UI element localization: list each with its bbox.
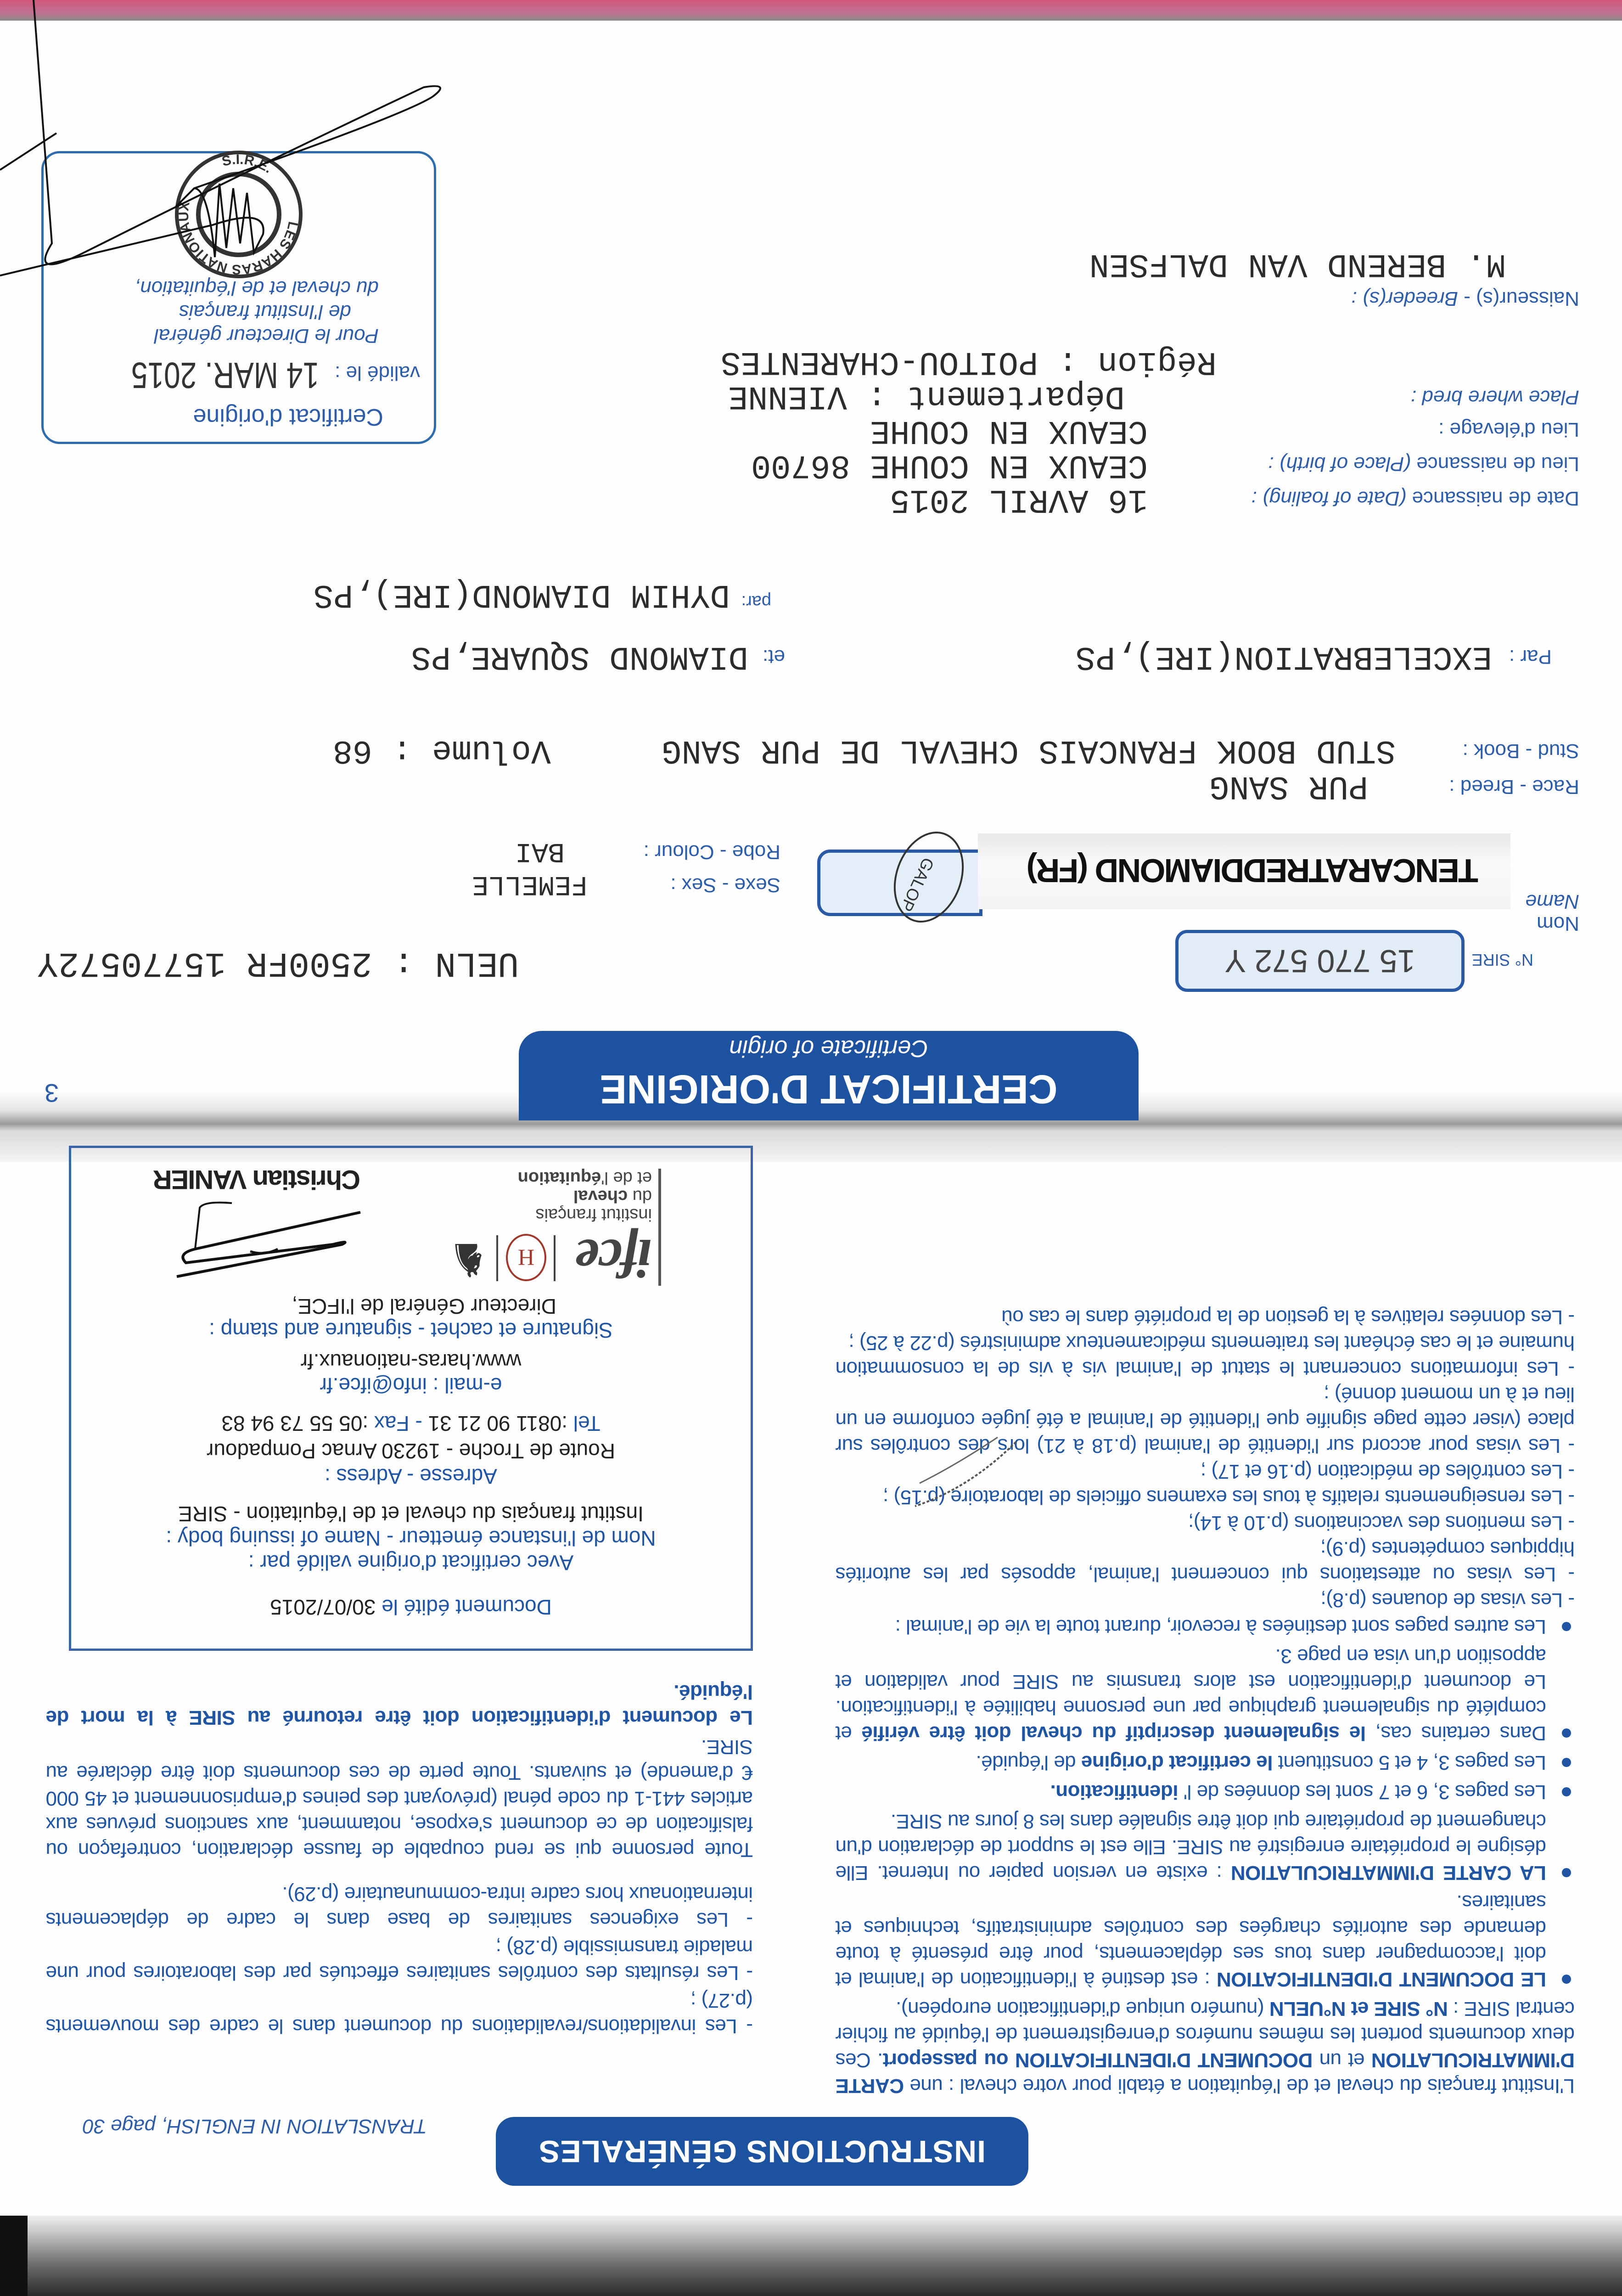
birth-place: CEAUX EN COUHE 86700 — [751, 446, 1148, 484]
bullet-pages-certificate: Les pages 3, 4 et 5 constituent le certificat d'origine de l'équidé. — [836, 1750, 1575, 1775]
sire-by-label: Par : — [1509, 646, 1552, 668]
seal-and-signature — [0, 0, 543, 574]
sex-value: FEMELLE — [471, 868, 588, 900]
breeder-label: Naisseur(s) - Breeder(s) : — [1351, 287, 1579, 310]
bred-label: Lieu d'élevage : — [1438, 418, 1579, 441]
sire-number: 15 770 572 Y — [1224, 943, 1415, 979]
dam-name: DIAMOND SQUARE,PS — [411, 638, 748, 675]
sex-label: Sexe - Sex : — [670, 874, 780, 896]
director-title: Directeur Général de l'IFCE, — [292, 1294, 556, 1318]
studbook-label: Stud - Book : — [1462, 740, 1579, 762]
director-name: Christian VANIER — [153, 1165, 360, 1194]
bullet-other-pages: Les autres pages sont destinées à recevoir, durant toute la vie de l'animal : — [836, 1614, 1575, 1639]
stamp-authority: Pour le Directeur général de l'Institut français du cheval et de l'équitation, — [135, 277, 379, 347]
validated-by-label: Avec certificat d'origine validé par : — [248, 1551, 574, 1575]
director-signature — [163, 1199, 370, 1290]
list-item: - Les données relatives à la gestion de la propriété dans le cas où — [1001, 1306, 1575, 1328]
list-item: - Les mentions des vaccinations (p.10 à 14); — [1188, 1512, 1575, 1534]
bullet-document-identification: LE DOCUMENT D'IDENTIFICATION : est destiné à l'identification de l'animal et doit l'accompagner dans tous ses déplacements, pour être présenté à toute demande des autorités chargées des contrôles administratifs, techniques et sanitaires. — [836, 1889, 1575, 1992]
colour-label: Robe - Colour : — [643, 841, 780, 863]
haras-nationaux-seal-icon — [176, 152, 301, 277]
issuer-box — [69, 1146, 753, 1651]
bullet-signalement: Dans certains cas, le signalement descriptif du cheval doit être vérifié et complété du signalement graphique par une personne habilitée à l'identification. Le document d'identification est alors transmis au SIRE pour validation et apposition d'un visa en page 3. — [836, 1643, 1575, 1746]
svg-text:LES HARAS NATIONAUX: LES HARAS NATIONAUX — [176, 200, 301, 277]
horse-rider-icon: ♞ — [448, 1234, 489, 1285]
list-item: - Les invalidations/revalidations du document dans le cadre des mouvements (p.27) ; — [46, 1989, 753, 2037]
translation-note: TRANSLATION IN ENGLISH, page 30 — [83, 2115, 427, 2138]
damsire-label: par: — [741, 592, 771, 611]
breed-value: PUR SANG — [1209, 767, 1368, 805]
scanner-edge-top — [0, 2216, 1622, 2296]
instructions-right-column — [46, 1675, 753, 2039]
validated-label: validé le : — [335, 362, 420, 384]
bred-place: CEAUX EN COUHE — [870, 412, 1148, 450]
birth-date: 16 AVRIL 2015 — [890, 481, 1148, 518]
return-notice: Le document d'identification doit être retourné au SIRE à la mort de l'équidé. — [46, 1681, 753, 1729]
bullet-carte-immatriculation: LA CARTE D'IMMATRICULATION : existe en version papier ou Internet. Elle désigne le propriétaire enregistré au SIRE. Elle est le support de déclaration d'un changement de propriétaire qui doit être signalée dans les 8 jours au SIRE. — [836, 1808, 1575, 1885]
sire-name: EXCELEBRATION(IRE),PS — [1075, 638, 1492, 675]
stamp-title: Certificat d'origine — [193, 404, 383, 430]
breed-label: Race - Breed : — [1449, 776, 1579, 798]
list-item: - Les résultats des contrôles sanitaires effectués par des laboratoires pour une maladie transmissible (p.28) ; — [46, 1936, 753, 1984]
page-number: 3 — [44, 1079, 59, 1108]
small-rubber-stamp-icon — [906, 1424, 1025, 1515]
list-item: - Les renseignements relatifs à tous les examens officiels de laboratoire (p.15) ; — [883, 1486, 1575, 1508]
list-item: - Les visas de douanes (p.8); — [1321, 1589, 1575, 1611]
list-item: - Les contrôles de médication (p.16 et 17) ; — [1201, 1460, 1575, 1483]
list-item: - Les visas pour accord sur l'identité de l'animal (p.18 à 21) lors des contrôles sur place (viser cette page signifie que l'identité de l'animal a été jugée conforme en un lieu et à un moment donné) ; — [836, 1383, 1575, 1457]
certificate-subtitle: Certificate of origin — [729, 1035, 928, 1062]
horse-name-band — [978, 833, 1510, 909]
list-item: - Les informations concernant le statut de l'animal vis à vis de la consommation humaine et le cas échéant les traitements médicamenteux administrés (p.22 à 25) ; — [836, 1332, 1575, 1380]
birth-place-label: Lieu de naissance (Place of birth) : — [1268, 453, 1579, 475]
horse-name: TENCARATREDDIAMOND (FR) — [1027, 852, 1478, 889]
galop-logo — [878, 829, 970, 925]
website-link[interactable]: www.haras-nationaux.fr — [300, 1350, 522, 1373]
signature-label: Signature et cachet - signature and stamp : — [209, 1318, 613, 1342]
ifce-logo — [404, 1166, 661, 1289]
issuing-body-label: Nom de l'instance émetteur - Name of issuing body : — [166, 1526, 656, 1550]
damsire-name: DYHIM DIAMOND(IRE),PS — [313, 576, 730, 613]
svg-text:GALOP: GALOP — [897, 855, 938, 915]
birth-date-label: Date de naissance (Date of foaling) : — [1251, 487, 1579, 510]
edited-date-line: Document édité le 30/07/2015 — [270, 1595, 552, 1619]
bred-label-en: Place where bred : — [1411, 386, 1579, 409]
list-item: - Les visas ou attestations qui concernent l'animal, apposés par les autorités hippiques compétentes (p.9); — [836, 1537, 1575, 1586]
email-link[interactable]: e-mail : info@ifce.fr — [320, 1373, 502, 1397]
certificate-title: CERTIFICAT D'ORIGINE — [600, 1067, 1058, 1112]
region: Région : POITOU-CHARENTES — [720, 343, 1217, 381]
colour-value: BAI — [515, 835, 565, 867]
ifce-wordmark: ifce — [577, 1228, 652, 1289]
sire-label: N° SIRE — [1471, 951, 1533, 969]
issuing-body-name: Institut français du cheval et de l'équitation - SIRE — [178, 1502, 644, 1526]
svg-text:S.I.R.E.: S.I.R.E. — [220, 152, 275, 176]
sire-number-box — [1175, 930, 1465, 992]
studbook-value: STUD BOOK FRANCAIS CHEVAL DE PUR SANG — [662, 732, 1396, 769]
ifce-tagline: institut français du cheval et de l'équitation — [517, 1168, 652, 1224]
volume-value: Volume : 68 — [332, 732, 551, 769]
certificate-title-banner — [519, 1031, 1139, 1120]
ueln-number: UELN : 2500FR 15770572Y — [37, 943, 519, 983]
validated-date: 14 MAR. 2015 — [131, 355, 319, 396]
haras-h-emblem-icon: H — [506, 1234, 546, 1281]
address: Route de Troche - 19230 Arnac Pompadour — [207, 1439, 615, 1463]
bullet-pages-identification: Les pages 3, 6 et 7 sont les données de l' identification. — [836, 1779, 1575, 1805]
name-label: Nom Name — [1525, 890, 1579, 935]
phone-fax-line: Tel :0811 90 21 31 - Fax :05 55 73 94 83 — [221, 1412, 601, 1435]
list-item: - Les exigences sanitaires de base dans le cadre de déplacements internationaux hors cadre intra-communautaire (p.29). — [46, 1883, 753, 1931]
penalty-paragraph: Toute personne qui se rend coupable de fausse déclaration, contrefaçon ou falsification de ce document s'expose, notamment, aux sanctions prévues aux articles 441-1 du code pénal (prévoyant des peines d'emprisonnement et 45 000 € d'amende) et suivants. Toute perte de ces documents doit être déclarée au SIRE. — [46, 1736, 753, 1861]
breeder-name: M. BEREND VAN DALFSEN — [1089, 245, 1506, 283]
department: Département : VIENNE — [728, 377, 1125, 415]
dam-label: et: — [763, 646, 785, 668]
intro-paragraph: L'Institut français du cheval et de l'équitation a établi pour votre cheval : une CARTE D'IMMATRICULATION et un DOCUMENT D'IDENTIFICATION ou passeport. Ces deux documents portent les mêmes numéros d'enregistrement de l'équidé au fichier central SIRE : N° SIRE et N°UELN (numéro unique d'identification européen). — [836, 1998, 1575, 2097]
address-label: Adresse - Adress : — [325, 1464, 497, 1488]
instructions-title-banner: INSTRUCTIONS GÉNÉRALES — [496, 2117, 1028, 2186]
